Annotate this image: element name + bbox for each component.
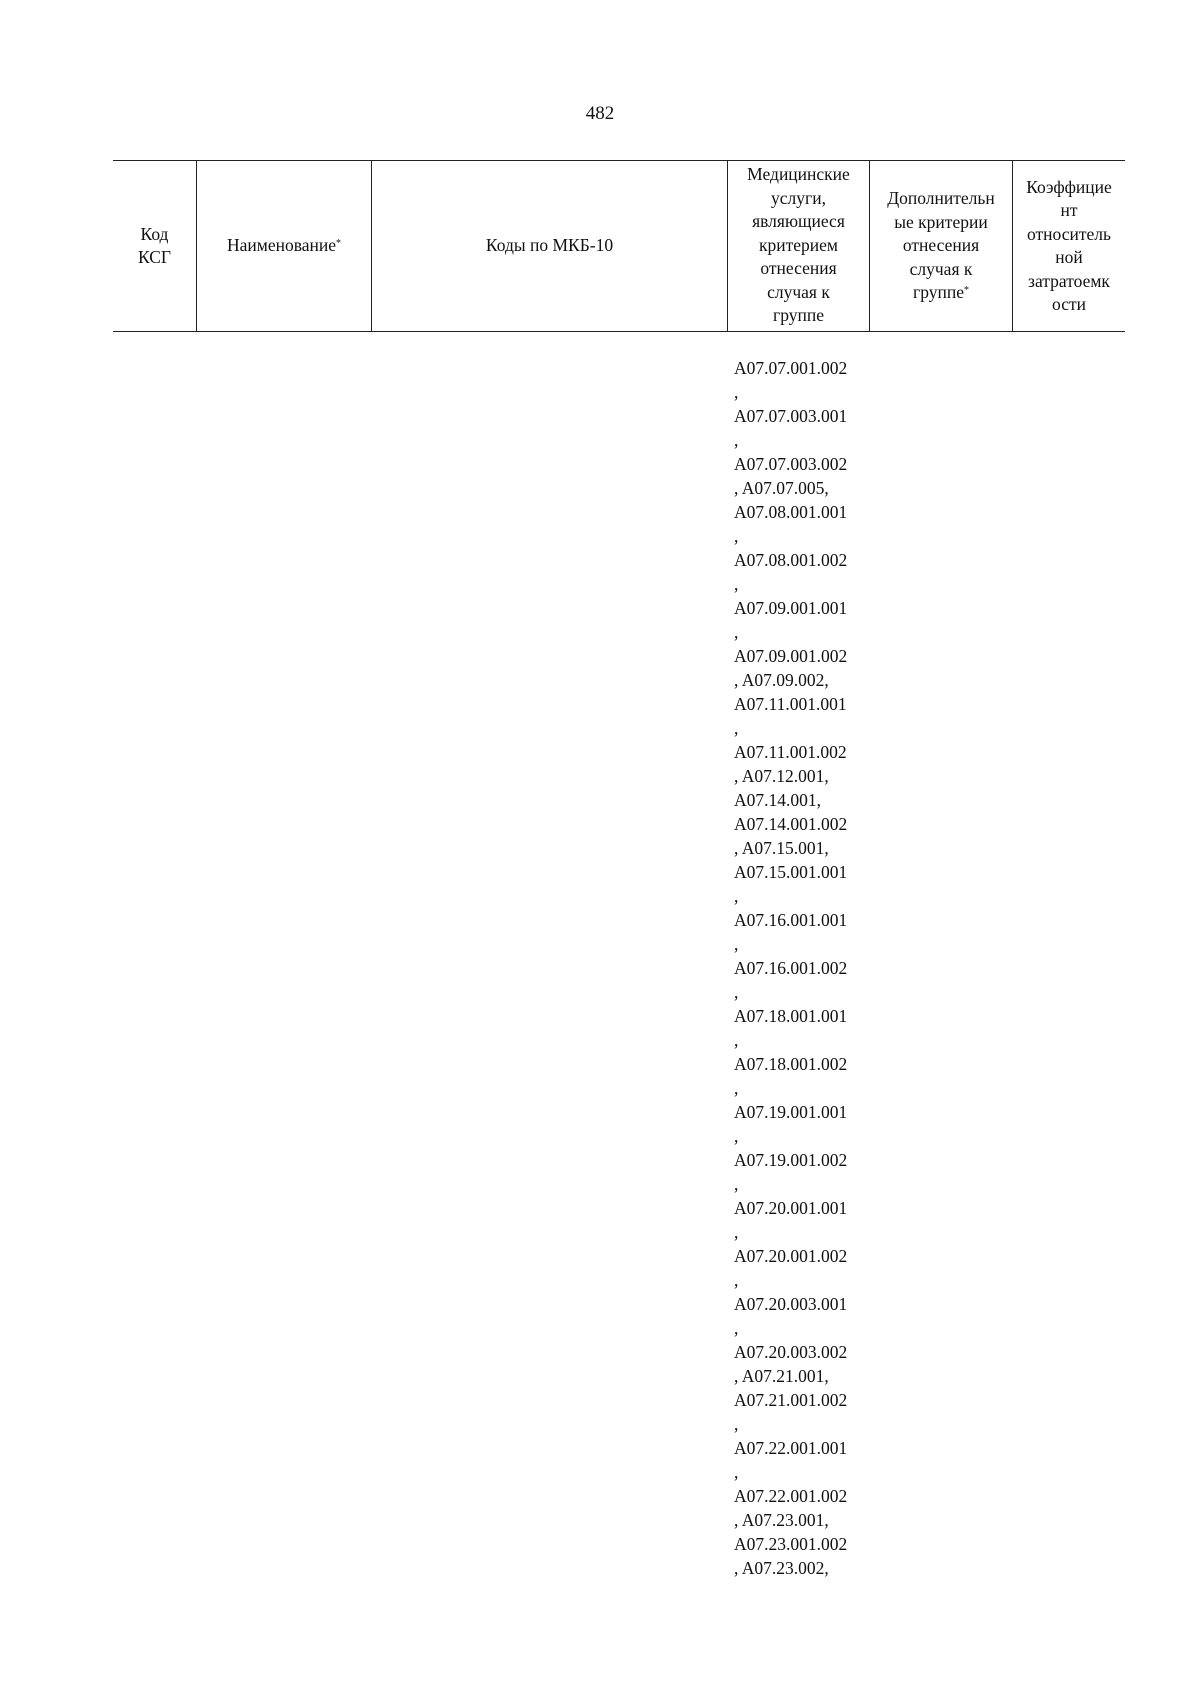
header-extra-criteria-footnote-mark: * [963,285,969,297]
services-code-line: , A07.07.005, [734,478,829,498]
services-code-line: A07.16.001.001 [734,910,848,930]
services-code-line: A07.08.001.001 [734,502,848,522]
services-cell [734,356,874,1580]
services-code-line: , [734,1126,739,1146]
services-code-line: A07.23.001.002 [734,1534,848,1554]
services-code-line: A07.09.001.001 [734,598,848,618]
services-code-line: A07.21.001.002 [734,1390,848,1410]
services-code-line: A07.11.001.002 [734,742,847,762]
services-code-line: A07.07.003.001 [734,406,848,426]
services-code-line: , [734,982,739,1002]
services-code-line: , A07.15.001, [734,838,829,858]
services-code-line: A07.08.001.002 [734,550,848,570]
services-code-line: A07.22.001.001 [734,1438,848,1458]
services-code-line: A07.20.003.002 [734,1342,848,1362]
header-ksg-code-text: Код КСГ [137,223,172,267]
services-code-line: A07.11.001.001 [734,694,847,714]
header-extra-criteria-text: Дополнительн ые критерии отнесения случая к группе [887,188,995,303]
services-code-line: , A07.23.002, [734,1558,829,1578]
services-code-line: , [734,1270,739,1290]
services-code-line: A07.18.001.001 [734,1006,848,1026]
services-code-line: , [734,382,739,402]
header-coefficient [1012,161,1125,331]
services-code-line: , [734,1078,739,1098]
services-code-line: , A07.21.001, [734,1366,829,1386]
services-code-line: , [734,526,739,546]
header-name-text: Наименование [226,235,337,256]
services-code-line: A07.14.001.002 [734,814,848,834]
services-code-line: , [734,934,739,954]
services-code-line: A07.07.003.002 [734,454,848,474]
services-code-line: A07.20.001.002 [734,1246,848,1266]
header-mkb-codes [371,161,727,331]
services-code-line: A07.16.001.002 [734,958,848,978]
page-number: 482 [585,103,615,124]
services-code-line: , [734,1174,739,1194]
services-code-line: A07.07.001.002 [734,358,848,378]
services-code-line: A07.19.001.002 [734,1150,848,1170]
services-code-line: , [734,1414,739,1434]
header-name-footnote-mark: * [336,238,342,250]
services-code-line: , [734,886,739,906]
services-code-line: , A07.12.001, [734,766,829,786]
header-extra-criteria [869,161,1012,331]
services-code-line: , [734,718,739,738]
services-code-line: , [734,622,739,642]
services-code-line: A07.19.001.001 [734,1102,848,1122]
services-code-line: , A07.23.001, [734,1510,829,1530]
header-coefficient-text: Коэффицие нт относитель ной затратоемк ости [1026,176,1112,314]
services-code-line: A07.14.001, [734,790,822,810]
services-code-line: A07.22.001.002 [734,1486,848,1506]
table-header [113,160,1125,332]
services-code-line: A07.15.001.001 [734,862,848,882]
services-code-line: , [734,1222,739,1242]
header-name [196,161,371,331]
services-code-line: A07.18.001.002 [734,1054,848,1074]
services-code-line: A07.20.001.001 [734,1198,848,1218]
services-code-line: , [734,430,739,450]
header-ksg-code [113,161,196,331]
services-code-line: , [734,1030,739,1050]
header-services-text: Медицинские услуги, являющиеся критерием отнесения случая к группе [747,164,850,325]
services-code-line: A07.09.001.002 [734,646,848,666]
services-code-line: , [734,1462,739,1482]
header-mkb-codes-text: Коды по МКБ-10 [485,235,614,256]
services-code-line: , A07.09.002, [734,670,829,690]
services-code-line: , [734,1318,739,1338]
services-code-line: A07.20.003.001 [734,1294,848,1314]
header-services [727,161,869,331]
services-code-line: , [734,574,739,594]
